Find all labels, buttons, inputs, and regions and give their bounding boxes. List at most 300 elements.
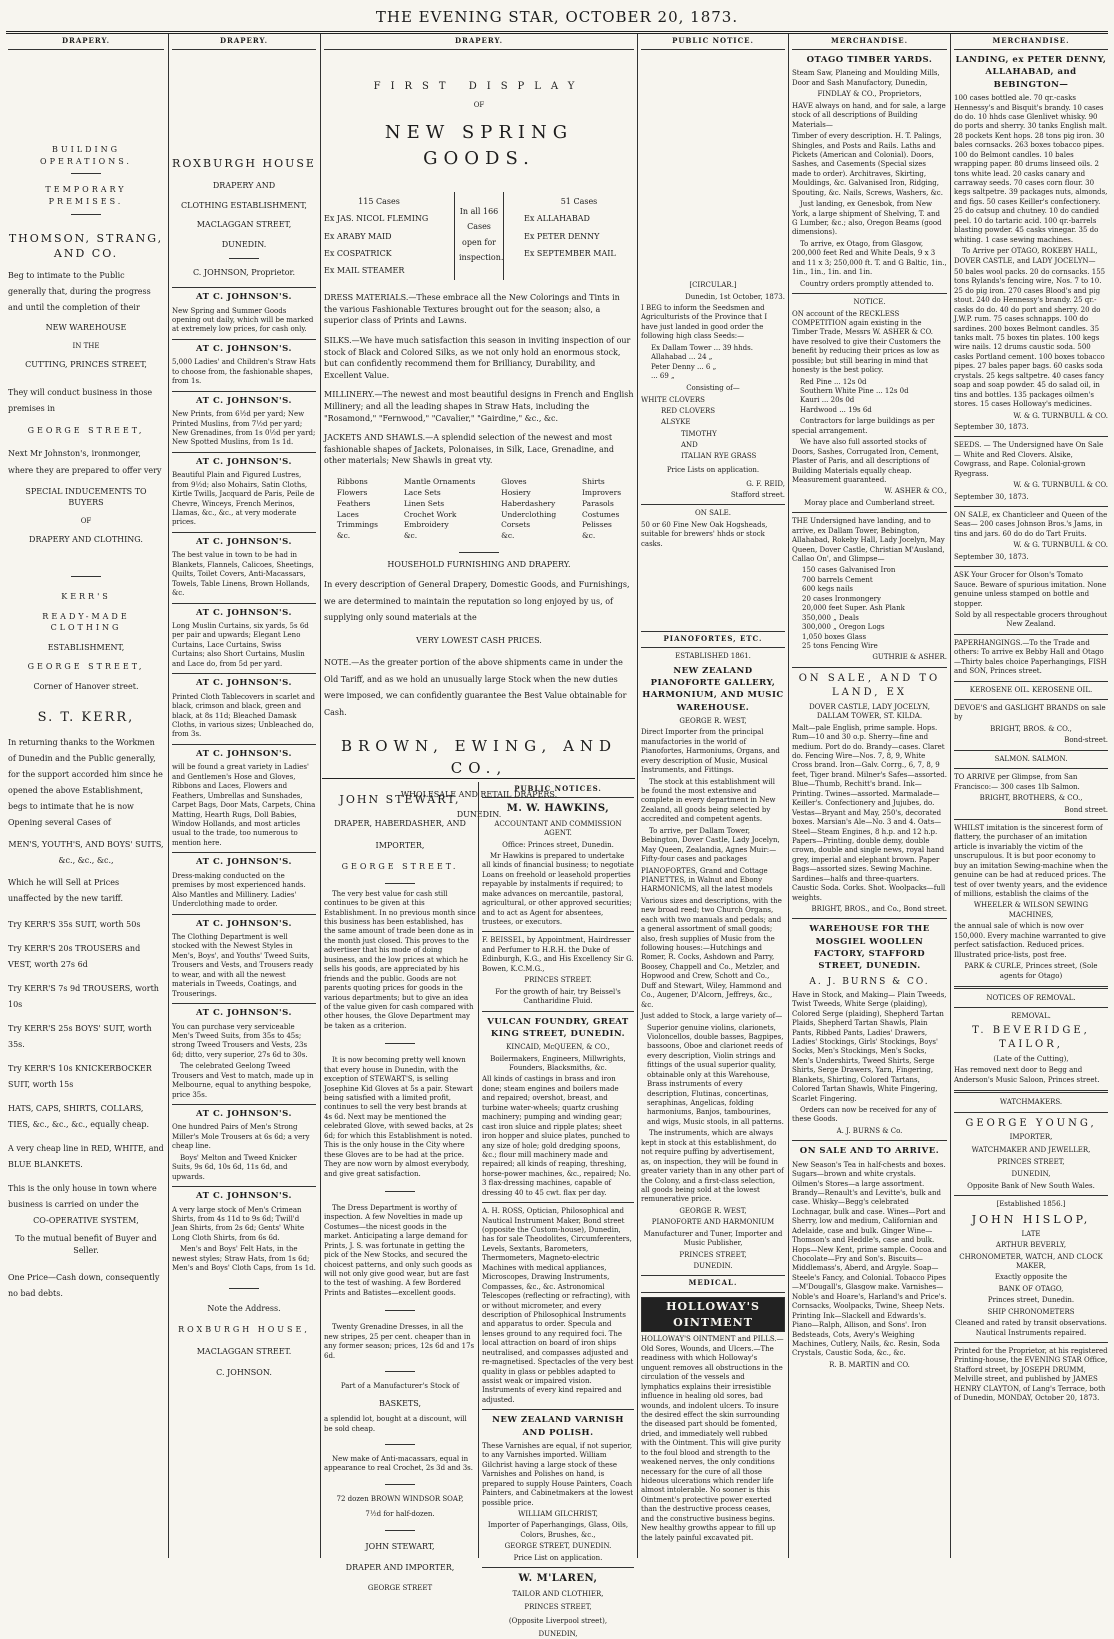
ad-text: KINCAID, McQUEEN, & CO., xyxy=(506,1043,610,1052)
ad-text: WHILST imitation is the sincerest form of flattery, the purchaser of an imitation article is invariably the victim of the unscrupulous. It is but poor economy to buy an imitation Sewing-machine when the genuine can be had at reduced prices. The test of over twenty years, and the evidence of millions, establish the claims of the xyxy=(954,823,1108,899)
ad-text: The best value in town to be had in Blankets, Flannels, Calicoes, Sheetings, Quilts, Toilet Covers, Anti-Macassars, Towels, Table Linens, Brown Hollands, &c. xyxy=(172,551,314,598)
ad-firm-name: JOHN HISLOP, xyxy=(971,1212,1091,1226)
ad-text: Contractors for large buildings as per special arrangement. xyxy=(792,417,935,435)
ad-text: A very large stock of Men's Crimean Shirts, from 4s 11d to 9s 6d; Twill'd Jean Shirts, from 2s 6d; Gents' White Long Cloth Shirts, from 6s 6d. xyxy=(172,1205,305,1242)
ad-text: PRINCES STREET, xyxy=(524,1603,592,1612)
ad-text: C. JOHNSON, Proprietor. xyxy=(192,268,296,278)
ad-text: Next Mr Johnston's, ironmonger, where they are prepared to offer very xyxy=(8,448,162,476)
column-head: MERCHANDISE. xyxy=(954,34,1108,50)
ad-text: Boys' Melton and Tweed Knicker Suits, 9s 6d, 10s 6d, 11s 6d, and upwards. xyxy=(172,1153,297,1181)
ad-heading: NEW ZEALAND PIANOFORTE GALLERY, HARMONIUM, AND MUSIC WAREHOUSE. xyxy=(642,665,784,713)
ad-heading: KERR'S xyxy=(61,592,111,602)
ad-text: JOHN STEWART, xyxy=(365,1541,435,1551)
goods-item: Flowers xyxy=(336,487,368,497)
ad-text: ON account of the RECKLESS COMPETITION again existing in the Timber Trade, Messrs W. ASHER & CO. have resolved to give their Customers the benefit by reducing their prices as low as possible; but still bearing in mind that honesty is the best policy. xyxy=(792,309,941,375)
column-rule xyxy=(168,34,169,1558)
ad-text: W. & G. TURNBULL & CO. xyxy=(1013,411,1108,420)
ad-heading: REMOVAL. xyxy=(1011,1012,1051,1021)
ad-text: One Price—Cash down, consequently no bad debts. xyxy=(8,1273,160,1299)
ad-heading: NEW SPRING GOODS. xyxy=(384,122,574,170)
ad-text: NOTE.—As the greater portion of the above shipments came in under the Old Tariff, and as we hold an unusually large Stock when the new duties were imposed, we can confidently guarantee the Best Value obtainable for Cash. xyxy=(324,657,627,718)
ad-text: September 30, 1873. xyxy=(954,422,1029,431)
goods-item: Mantle Ornaments xyxy=(403,476,476,486)
column-head: PUBLIC NOTICE. xyxy=(641,34,785,50)
shipment-list xyxy=(641,344,785,382)
ad-text: Sold by all respectable grocers throughout New Zealand. xyxy=(954,610,1108,629)
ad-heading: OTAGO TIMBER YARDS. xyxy=(806,55,933,66)
ad-heading: AT C. JOHNSON'S. xyxy=(196,1008,292,1019)
ad-heading: ON SALE. xyxy=(695,509,731,518)
ad-text: To Arrive per OTAGO, ROKEBY HALL, DOVER CASTLE, and LADY JOCELYN— xyxy=(954,247,1098,265)
ad-text: This is the only house in town where business is carried on under the xyxy=(8,1184,157,1210)
goods-item: Pelisses xyxy=(581,520,612,530)
shipment-item: Peter Denny ... 6 „ xyxy=(651,362,717,371)
ad-text: ESTABLISHED 1861. xyxy=(675,652,751,661)
ad-text: The Dress Department is worthy of inspection. A few Novelties in made up Costumes—the nicest goods in the market. Anticipating a large demand for Prints, J. S. was fortunate in getting the pick of the New Stocks, and secured the choicest patterns, and only such goods as will not only give good wear, but are fast to the test of washing. A few Bordered Prints and Batistes—excellent goods. xyxy=(324,1203,473,1297)
ad-text: DRAPER AND IMPORTER, xyxy=(345,1563,455,1573)
ad-heading: ROXBURGH HOUSE xyxy=(172,157,316,171)
column-merchandise-2 xyxy=(954,34,1108,1558)
goods-item: Improvers xyxy=(581,487,622,497)
ad-text: Price List on application. xyxy=(513,1553,603,1562)
shipment-item: ... 69 „ xyxy=(651,372,675,381)
ad-text: DUNEDIN. xyxy=(221,239,267,249)
ad-text: ASK Your Grocer for Olson's Tomato Sauce. Beware of spurious imitation. None genuine unless stamped on bottle and stopper. xyxy=(954,571,1107,608)
ad-text: BRIGHT, BROS., and Co., Bond street. xyxy=(811,905,947,914)
ad-text: Try KERR'S 7s 9d TROUSERS, worth 10s xyxy=(8,984,159,1010)
ad-text: Boilermakers, Engineers, Millwrights, Founders, Blacksmiths, &c. xyxy=(490,1054,626,1073)
ad-text: ACCOUNTANT AND COMMISSION AGENT. xyxy=(494,819,622,838)
ad-text: W. ASHER & CO., xyxy=(884,487,947,496)
ad-text: GEORGE STREET, xyxy=(27,426,145,436)
ad-text: ESTABLISHMENT, xyxy=(47,642,125,652)
ad-heading: ON SALE, AND TO LAND, EX xyxy=(798,672,941,699)
ad-text: Ex ALLAHABAD xyxy=(524,214,590,224)
ad-heading: NEW ZEALAND VARNISH AND POLISH. xyxy=(492,1415,624,1438)
ad-text: (Opposite Liverpool street), xyxy=(508,1616,608,1625)
ad-text: DUNEDIN. xyxy=(693,1262,733,1271)
ad-text: LATE xyxy=(1021,1229,1041,1238)
ad-text: Try KERR'S 25s BOYS' SUIT, worth 35s. xyxy=(8,1024,152,1050)
ad-text: PRINCES STREET, xyxy=(679,1250,747,1259)
ad-text: 72 dozen BROWN WINDSOR SOAP, xyxy=(336,1494,464,1503)
ad-text: GEORGE STREET, xyxy=(27,662,145,672)
ad-text: A. J. BURNS & Co. xyxy=(836,1126,903,1135)
goods-item: &c. xyxy=(501,531,515,541)
ad-text: MACLAGGAN STREET. xyxy=(196,1346,292,1356)
price-item: Southern White Pine ... 12s 0d xyxy=(800,387,909,396)
ad-text: PARK & CURLE, Princes street, (Sole agents for Otago) xyxy=(964,962,1098,980)
ad-text: The very best value for cash still continues to be given at this Establishment. In no previous month since this business has been established, has the same amount of trade been done as in the month just closed. This proves to the advertiser that his mode of doing business, and the low prices at which he sells his goods, are appreciated by his friends and the public. Goods are not parents quoting prices for goods in the various departments; but to give an idea of the value given for cash compared with other houses, the Glove Department may be taken as a criterion. xyxy=(324,889,476,1030)
ad-text: The instruments, which are always kept in stock at this establishment, do not require puffing by advertisement, as, on inspection, they will be found in greater variety than in any other part of the Colony, and a first-class selection, all goods being sold at the lowest remunerative price. xyxy=(641,1129,784,1204)
ad-text: Try KERR'S 35s SUIT, worth 50s xyxy=(8,920,141,930)
ad-text: CUTTING, PRINCES STREET, xyxy=(25,360,147,370)
goods-item: Embroidery xyxy=(403,520,449,530)
ad-text: F. BEISSEL, by Appointment, Hairdresser and Perfumer to H.R.H. the Duke of Edinburgh, K.G., and His Excellency Sir G. Bowen, K.C.M.G., xyxy=(482,936,634,973)
ad-text: PRINCES STREET, xyxy=(997,1157,1065,1166)
ad-text: IMPORTER, xyxy=(375,840,425,850)
ad-text: Cleaned and rated by transit observations. Nautical Instruments repaired. xyxy=(955,1319,1107,1337)
landing-item: 20 cases Ironmongery xyxy=(802,594,881,603)
ad-text: One hundred Pairs of Men's Strong Miller's Mole Trousers at 6s 6d; a very cheap line. xyxy=(172,1123,310,1151)
column-rule xyxy=(478,782,479,1558)
goods-item: Shirts xyxy=(581,476,605,486)
section-head: MEDICAL. xyxy=(641,1275,785,1292)
ad-text: 50 or 60 Fine New Oak Hogsheads, suitable for brewers' hhds or stock casks. xyxy=(641,520,768,548)
ad-text: WILLIAM GILCHRIST, xyxy=(518,1510,598,1519)
ad-text: Ex COSPATRICK xyxy=(324,248,392,258)
price-item: Kauri ... 20s 0d xyxy=(800,396,855,405)
goods-item: Crochet Work xyxy=(403,509,457,519)
ad-text: GEORGE STREET xyxy=(367,1583,433,1592)
ad-text: 51 Cases xyxy=(560,197,598,207)
column-rule xyxy=(788,34,789,1558)
ad-text: Part of a Manufacturer's Stock of xyxy=(340,1382,460,1391)
ad-heading: ON SALE AND TO ARRIVE. xyxy=(799,1146,940,1157)
goods-item: Haberdashery xyxy=(501,498,556,508)
ad-text: Superior genuine violins, clarionets, Violoncellos, double basses, Bagpipes, bassoons, Oboe and clarionet reeds of every description, Violin strings and fittings of the usual superior quality, obtainable only at this Warehouse, Brass instruments of every description, Flutinas, concertinas, seraphinas, Angelicas, folding harmoniums, Banjos, tambourines, and wigs, Music stools, in all patterns. xyxy=(647,1023,784,1126)
ad-text: Has removed next door to Begg and Anderson's Music Saloon, Princes street. xyxy=(954,1066,1100,1084)
ad-text: All kinds of castings in brass and iron done; steam engines and boilers made and repaired; overshot, breast, and turbine water-wheels; quartz crushing machinery; pumping and winding gear; cast iron sluice and ripple plates; sheet iron hopper and sluice plates, punched to any size of hole; gold dredging spoons, &c.; flour mill machinery made and repaired; all kinds of reaping, threshing, horse-power machines, &c., repaired; No. 3 flax-dressing machines, capable of dressing 40 to 45 cwt. flax per day. xyxy=(482,1075,631,1197)
ad-text: the annual sale of which is now over 150,000. Every machine warranted to give perfect satisfaction. Reduced prices. Illustrated price-lists, post free. xyxy=(954,922,1106,959)
ad-text: GUTHRIE & ASHER. xyxy=(872,653,947,662)
ad-heading: SALMON. SALMON. xyxy=(994,754,1068,763)
ad-text: TO ARRIVE per Glimpse, from San Francisco:— 300 cases 1lb Salmon. xyxy=(954,773,1080,791)
ad-text: (Late of the Cutting), xyxy=(993,1054,1069,1063)
ad-text: CHRONOMETER, WATCH, AND CLOCK MAKER, xyxy=(959,1252,1103,1270)
ad-text: The celebrated Geelong Tweed Trousers and Vest to match, made up in Melbourne, equal to anything bespoke, price 35s. xyxy=(172,1062,314,1099)
column-rule xyxy=(320,34,321,1558)
ad-text: BRIGHT, BROS. & CO., xyxy=(990,724,1072,733)
masthead-rule xyxy=(6,31,1108,32)
ad-text: New Season's Tea in half-chests and boxes. Sugars—brown and white crystals. Oilmen's Stores—a large assortment. Brandy—Renault's and Levitte's, bulk and case. Whisky—Begg's celebrated Lochnagar, bulk and case. Wines—Port and Sherry, low and medium, Californian and Adelaide, case and bulk. Ginger Wine—Thomson's and Heddle's, case and bulk. Hops—New Kent, prime sample. Cocoa and Chocolate—Fry and Son's. Biscuits—Middlemass's, Aberd, and Argyle. Soap—Steele's Fancy, and Colonial. Tobacco Pipes—M'Dougall's, Glasgow make. Varnishes—Noble's and Hoare's, Harland's and Price's. Cornsacks, Woolpacks, Twine, Sheep Nets. Printing Ink—Slackell and Edwards's. Piano—Ralph, Allison, and Sons'. Iron Bedsteads, Cots, Avery's Weighing Machines, Cutlery, Nails, &c. Resin, Soda Crystals, Caustic Soda, &c., &c. xyxy=(792,1160,947,1358)
ad-heading: AT C. JOHNSON'S. xyxy=(196,748,292,759)
ad-firm-name: T. BEVERIDGE, TAILOR, xyxy=(972,1024,1090,1051)
holloways-banner: HOLLOWAY'S OINTMENT xyxy=(641,1297,785,1333)
column-head: DRAPERY. xyxy=(324,34,634,50)
goods-item: Gloves xyxy=(501,476,527,486)
seed-list xyxy=(641,395,785,462)
landing-list xyxy=(792,566,947,651)
ad-text: GEORGE STREET, DUNEDIN. xyxy=(504,1542,612,1551)
ad-text: For the growth of hair, try Beissel's Cantharidine Fluid. xyxy=(495,987,621,1006)
ad-text: Steam Saw, Planeing and Moulding Mills, Door and Sash Manufactory, Dunedin, xyxy=(792,69,940,87)
ad-text: Note the Address. xyxy=(207,1303,281,1313)
ad-text: BRIGHT, BROTHERS, & CO., xyxy=(979,794,1083,803)
ad-text: New Prints, from 6½d per yard; New Printed Muslins, from 7½d per yard; New Grenadines, from 1s 0½d per yard; New Spotted Muslins, from 1s 1d. xyxy=(172,410,316,447)
price-item: Red Pine ... 12s 0d xyxy=(800,377,867,386)
ad-heading: HOUSEHOLD FURNISHING AND DRAPERY. xyxy=(387,560,571,570)
column-rule xyxy=(637,34,638,1558)
ad-text: September 30, 1873. xyxy=(954,492,1029,501)
ad-text: Dress-making conducted on the premises by most experienced hands. Also Mantles and Millinery. Ladies' Underclothing made to order. xyxy=(172,871,306,909)
goods-item: &c. xyxy=(403,531,418,541)
goods-item: Parasols xyxy=(581,498,614,508)
ad-text: Twenty Grenadine Dresses, in all the new stripes, 25 per cent. cheaper than in any former season; prices, 12s 6d and 17s 6d. xyxy=(324,1323,475,1360)
goods-item: Lace Sets xyxy=(403,487,441,497)
ad-text: MILLINERY.—The newest and most beautiful designs in French and English Millinery; and all the leading shapes in Straw Hats, including the "Rosamond," "Fernwood," "Cavalier," "Gairdine," &c., &c. xyxy=(324,390,634,423)
landing-item: 25 tons Fencing Wire xyxy=(802,641,878,650)
ad-text: C. JOHNSON. xyxy=(216,1368,272,1378)
ad-text: SILKS.—We have much satisfaction this season in inviting inspection of our stock of Black and Colored Silks, as we not only hold an enormous stock, but can confidently recommend them for Brilliancy, Durability, and Excellent Value. xyxy=(324,335,631,380)
ad-text: In every description of General Drapery, Domestic Goods, and Furnishings, we are determined to maintain the reputation so long enjoyed by us, of supplying only sound materials at the xyxy=(324,579,630,623)
ad-heading: BUILDING OPERATIONS. xyxy=(40,145,132,166)
ad-text: DUNEDIN. xyxy=(456,810,502,820)
ad-text: Ex MAIL STEAMER xyxy=(324,266,405,276)
ad-text: R. B. MARTIN and CO. xyxy=(829,1360,910,1369)
goods-column xyxy=(582,477,621,542)
ad-text: Ex ARABY MAID xyxy=(324,231,392,241)
ad-text: DUNEDIN, xyxy=(538,1630,578,1639)
ad-firm-name: A. J. BURNS & CO. xyxy=(809,976,930,987)
ad-heading: READY-MADE CLOTHING xyxy=(42,611,130,633)
ad-text: G. F. REID, xyxy=(746,479,785,488)
ad-text: MEN'S, YOUTH'S, AND BOYS' SUITS, &c., &c., &c., xyxy=(8,840,164,866)
ad-text: 115 Cases xyxy=(358,197,400,207)
ad-text: To the mutual benefit of Buyer and Seller. xyxy=(15,1234,157,1255)
seed-item: RED CLOVERS xyxy=(661,407,716,416)
ad-text: New Spring and Summer Goods opening out daily, which will be marked at extremely low prices, for cash only. xyxy=(172,306,314,334)
ad-text: GEORGE R. WEST, xyxy=(679,716,747,725)
masthead: THE EVENING STAR, OCTOBER 20, 1873. xyxy=(375,8,739,26)
ad-firm-name: THOMSON, STRANG, AND CO. xyxy=(8,231,164,261)
ad-text: CO-OPERATIVE SYSTEM, xyxy=(33,1216,139,1226)
column-stewart xyxy=(324,782,476,1592)
ad-text: VERY LOWEST CASH PRICES. xyxy=(416,636,542,646)
seed-item: AND xyxy=(681,440,698,449)
ad-text: 5,000 Ladies' and Children's Straw Hats to choose from, the fashionable shapes, from 1s. xyxy=(172,358,316,386)
goods-column xyxy=(404,477,476,542)
ad-heading: AT C. JOHNSON'S. xyxy=(196,857,292,868)
ad-text: HOLLOWAY'S OINTMENT and PILLS.—Old Sores, Wounds, and Ulcers.—The readiness with which Holloway's unguent removes all obstructions in the circulation of the vessels and lymphatics explains their irresistible influence in healing old sores, bad wounds, and indolent ulcers. To insure the desired effect the skin surrounding the diseased part should be fomented, dried, and immediately well rubbed with the Ointment. This will give purity to the foul blood and strength to the weakened nerves, the only conditions necessary for the cure of all those hideous ulcerations which render life almost intolerable. No sooner is this Ointment's protective power exerted than the destructive process ceases, and the constructive business begins. New healthy growths appear to fill up the lately painful excavated pit. xyxy=(641,1335,784,1542)
ad-text: a splendid lot, bought at a discount, will be sold cheap. xyxy=(324,1415,467,1433)
ad-text: Exactly opposite the xyxy=(994,1273,1068,1282)
ad-text: New make of Anti-macassars, equal in appearance to real Crochet, 2s 3d and 3s. xyxy=(324,1455,473,1473)
goods-item: Trimmings xyxy=(336,520,378,530)
ad-text: Which he will Sell at Prices unaffected by the new tariff. xyxy=(8,878,123,904)
ad-text: DRAPER, HABERDASHER, AND xyxy=(334,818,466,828)
ad-text: To arrive, per Dallam Tower, Bebington, Dover Castle, Lady Jocelyn, May Queen, Zealandia, Agnes Muir:—Fifty-four cases and packages xyxy=(641,826,780,864)
ad-text: Stafford street. xyxy=(730,490,785,499)
ad-text: PIANOFORTE AND HARMONIUM xyxy=(651,1218,775,1227)
ad-text: TAILOR AND CLOTHIER, xyxy=(512,1589,604,1598)
ad-text: GEORGE R. WEST, xyxy=(679,1206,747,1215)
ad-text: CLOTHING ESTABLISHMENT, xyxy=(181,200,307,210)
ad-text: Try KERR'S 20s TROUSERS and VEST, worth 27s 6d xyxy=(8,944,141,970)
ad-text: SHIP CHRONOMETERS xyxy=(987,1307,1075,1316)
goods-item: Linen Sets xyxy=(403,498,445,508)
ad-text: Importer of Paperhangings, Glass, Oils, Colors, Brushes, &c., xyxy=(487,1521,629,1539)
ad-text: Timber of every description. H. T. Palings, Shingles, and Posts and Rails. Laths and Pickets (American and Colonial). Doors, Sashes, and Casements (Special sizes made to order). Architraves, Skirting, Mouldings, &c. Galvanised Iron, Ridging, Spouting, &c. Nails, Screws, Washers, &c. xyxy=(792,132,943,197)
ad-text: Printed Cloth Tablecovers in scarlet and black, crimson and black, green and black, at 8s 11d; Bleached Damask Cloths, in various sizes; Unbleached do, from 3s. xyxy=(172,692,315,739)
column-head: PUBLIC NOTICES. xyxy=(482,782,634,798)
ad-heading: NOTICES OF REMOVAL. xyxy=(986,993,1076,1002)
ad-text: Ex JAS. NICOL FLEMING xyxy=(324,214,429,224)
ad-text: ON SALE, ex Chanticleer and Queen of the Seas— 200 cases Johnson Bros.'s Jams, in tins and jars. 60 do do do Tart Fruits. xyxy=(954,511,1108,538)
ad-heading: WAREHOUSE FOR THE MOSGIEL WOOLLEN FACTORY, STAFFORD STREET, DUNEDIN. xyxy=(809,924,930,972)
goods-item: Underclothing xyxy=(501,509,557,519)
ad-text: Consisting of— xyxy=(686,383,740,392)
ad-text: WATCHMAKER AND JEWELLER, xyxy=(971,1145,1091,1154)
ad-text: Malt—pale English, prime sample. Hops. Rum—10 and 30 o.p. Sherry—fine and medium. Port do do. Brandy—cases. Claret do. Fencing Wire—Nos. 7, 8, 9, White Cross brand. Iron—Galv. Corrg., 6, 7, 8, 9 feet, Tiger brand. Milner's Safes—assorted. Blue—Thumb, Rechitt's brand. Ink—Printing. Twines—assorted. Marmalade—Keiller's. Confectionery and Jujubes, do. Vestas—Bryant and May, 250's, decorated boxes. Marsian's Ale—No. 3 and 4. Oats—Steel—Steam Engines, 8 h.p. and 12 h.p. Papers—Printing, double demy, double crown, double and single news, royal hand grey, imperial and elephant brown. Paper Bags—assorted sizes. Sewing Machine. Sardines—halfs and three-quarters. Caustic Soda. Corks. Shot. Woolpacks—full weights. xyxy=(792,723,947,902)
ad-text: WHOLESALE AND RETAIL DRAPERS, xyxy=(400,790,558,800)
ad-text: Price Lists on application. xyxy=(666,466,760,475)
landing-item: 600 kegs nails xyxy=(802,585,854,594)
goods-column xyxy=(337,477,378,542)
ad-text: PAPERHANGINGS.—To the Trade and others: To arrive ex Bebby Hall and Otago—Thirty bales choice Paperhangings, FISH and SON, Princes street. xyxy=(954,638,1107,676)
ad-heading: TEMPORARY PREMISES. xyxy=(45,185,127,206)
column-merchandise-1 xyxy=(792,34,947,1558)
ad-heading: AT C. JOHNSON'S. xyxy=(196,292,292,303)
ad-text: will be found a great variety in Ladies' and Gentlemen's Hose and Gloves, Ribbons and Laces, Flowers and Feathers, Umbrellas and Sunshades, Carpet Bags, Door Mats, Carpets, China Matting, Hearth Rugs, Doll Babies, Window Hollands, and most articles usual to the trade, too numerous to mention here. xyxy=(172,763,316,847)
ad-firm-name: GEORGE YOUNG, xyxy=(965,1117,1097,1129)
landing-item: 350,000 „ Deals xyxy=(802,613,859,622)
ad-text: DRESS MATERIALS.—These embrace all the New Colorings and Tints in the various Fashionable Textures brought out for the season; also, a superior class of Prints and Lawns. xyxy=(324,293,620,326)
ad-text: Mr Hawkins is prepared to undertake all kinds of financial business; to negotiate Loans on freehold or leasehold properties repayable by instalments if required; to make advances on mercantile, pastoral, agricultural, or other approved securities; and to act as Agent for absentees, trustees, or executors. xyxy=(482,851,634,927)
ad-text: The Clothing Department is well stocked with the Newest Styles in Men's, Boys', and Youths' Tweed Suits, Trousers and Vests, and Trousers ready to wear, and with all the newest materials in Tweeds, Coatings, and Trouserings. xyxy=(172,932,314,998)
ad-heading: AT C. JOHNSON'S. xyxy=(196,395,292,406)
ad-heading: AT C. JOHNSON'S. xyxy=(196,1191,292,1202)
ad-text: DEVOE'S and GASLIGHT BRANDS on sale by xyxy=(954,704,1106,722)
ad-text: 50 bales wool packs. 20 do cornsacks. 155 tons Rylands's fencing wire, Nos. 7 to 10. 25 do pig iron. 270 cases Blood's and pig stout. 240 do Hennessy's brandy. 25 qr.-casks do do. 40 do port and sherry. 20 do J.W.P. rum. 75 cases schnapps. 100 do sardines. 200 boxes Belmont candles. 35 tanks malt. 75 boxes tin plates. 100 kegs wire nails. 12 drums caustic soda. 500 casks Portland cement. 100 boxes tobacco pipes. 27 bales paper bags. 60 casks soda crystals. 25 kegs saltpetre. 40 cases fancy soap and soap powder. 45 do salad oil, in tins and bottles. 135 packages oilmen's stores. 15 cases Holloway's medicines. xyxy=(954,267,1106,409)
ad-text: Dunedin, 1st October, 1873. xyxy=(685,292,785,301)
ad-heading: AT C. JOHNSON'S. xyxy=(196,343,292,354)
goods-item: Corsets xyxy=(501,520,531,530)
ad-text: HATS, CAPS, SHIRTS, COLLARS, TIES, &c., &c., &c., equally cheap. xyxy=(8,1104,150,1130)
column-drapery-1 xyxy=(8,34,164,1558)
column-public-notice xyxy=(641,34,785,1558)
ad-heading: AT C. JOHNSON'S. xyxy=(196,456,292,467)
ad-text: Have in Stock, and Making— Plain Tweeds, Twist Tweeds, White Serge (plaiding), Colored Serge (plaiding), Shepherd Tartan Plaids, Shepherd Tartan Shawls, Plain Pants, Ribbed Pants, Ladies' Drawers, Ladies' Stockings, Girls' Stockings, Boys' Socks, Men's Stockings, Men's Socks, Men's Undershirts, Tweed Shirts, Serge Shirts, Serge Drawers, Yarn, Fingering, Blankets, Shirting, Colored Tartans, Colored Tartan Shawls, White Fingering, Scarlet Fingering. xyxy=(792,990,947,1103)
ad-text: Office: Princes street, Dunedin. xyxy=(502,840,614,849)
goods-item: &c. xyxy=(581,531,596,541)
ad-text: Just landing, ex Genesbok, from New York, a large shipment of Shelving, T. and G Lumber, &c.; also, Oregon Beams (good dimensions). xyxy=(792,200,942,237)
seed-item: WHITE CLOVERS xyxy=(641,395,705,404)
ad-text: WHEELER & WILSON SEWING MACHINES, xyxy=(973,901,1089,919)
ad-text: Moray place and Cumberland street. xyxy=(804,498,935,507)
landing-item: 1,050 boxes Glass xyxy=(802,632,867,641)
ad-text: These Varnishes are equal, if not superior, to any Varnishes imported. William Gilchrist having a large stock of these Varnishes and Polishes on hand, is prepared to supply House Painters, Coach Painters, and Cabinetmakers at the lowest possible price. xyxy=(482,1441,634,1507)
ad-text: In all 166 Cases open for inspection. xyxy=(459,207,504,262)
ad-text: Country orders promptly attended to. xyxy=(800,279,934,288)
ad-text: A very cheap line in RED, WHITE, and BLUE BLANKETS. xyxy=(8,1144,164,1170)
ad-text: Just added to Stock, a large variety of— xyxy=(641,1012,783,1021)
ad-firm-name: BROWN, EWING, AND CO., xyxy=(340,736,618,777)
ad-text: In returning thanks to the Workmen of Dunedin and the Public generally, for the support accorded him since he opened the above Establishment, begs to intimate that he is now Opening several Cases of xyxy=(8,738,163,828)
ad-heading: LANDING, ex PETER DENNY, ALLAHABAD, and BEBINGTON— xyxy=(955,55,1107,90)
ad-text: Opposite Bank of New South Wales. xyxy=(967,1181,1095,1190)
ad-text: Princes street, Dunedin. xyxy=(987,1296,1075,1305)
ad-text: Bond street. xyxy=(1064,805,1108,814)
ad-text: OF xyxy=(473,100,485,109)
ad-text: [Established 1856.] xyxy=(996,1200,1066,1209)
ad-text: Ex SEPTEMBER MAIL xyxy=(524,248,616,258)
price-item: Hardwood ... 19s 6d xyxy=(800,405,872,414)
ad-text: NEW WAREHOUSE xyxy=(45,323,127,333)
ad-text: HAVE always on hand, and for sale, a large stock of all descriptions of Building Materials— xyxy=(792,101,946,129)
goods-item: Ribbons xyxy=(336,476,368,486)
ad-text: They will conduct business in those premises in xyxy=(8,388,153,414)
ad-text: ROXBURGH HOUSE, xyxy=(178,1325,310,1335)
ad-text: IN THE xyxy=(72,341,100,350)
ad-text: Bond-street. xyxy=(1064,736,1108,745)
ad-firm-name: M. W. HAWKINS, xyxy=(506,803,610,815)
ad-text: Beg to intimate to the Public generally that, during the progress and until the completion of their xyxy=(8,271,151,313)
ad-text: DOVER CASTLE, LADY JOCELYN, DALLAM TOWER, ST. KILDA. xyxy=(809,702,930,721)
ad-text: FINDLAY & CO., Proprietors, xyxy=(817,90,922,99)
column-head: DRAPERY. xyxy=(172,34,316,50)
ad-text: Direct Importer from the principal manufactories in the world of Pianofortes, Harmoniums, Organs, and every description of Music, Musical Instruments, and Fittings. xyxy=(641,728,780,775)
ad-text: W. & G. TURNBULL & CO. xyxy=(1013,481,1108,490)
ad-heading: KEROSENE OIL. KEROSENE OIL. xyxy=(969,685,1093,694)
ad-text: The stock at this establishment will be found the most extensive and complete in every department in New Zealand, all goods being selected by accredited and competent agents. xyxy=(641,777,776,824)
shipment-item: Allahabad ... 24 „ xyxy=(651,353,713,362)
ad-text: Corner of Hanover street. xyxy=(33,681,139,691)
ad-heading: FIRST DISPLAY xyxy=(373,81,585,93)
ad-text: DUNEDIN, xyxy=(1011,1170,1051,1179)
ad-heading: AT C. JOHNSON'S. xyxy=(196,607,292,618)
goods-item: Laces xyxy=(336,509,359,519)
ad-text: ARTHUR BEVERLY, xyxy=(995,1241,1067,1250)
column-head: MERCHANDISE. xyxy=(792,34,947,50)
ad-text: Manufacturer and Tuner, Importer and Music Publisher, xyxy=(643,1229,783,1248)
ad-text: BASKETS, xyxy=(378,1398,422,1408)
goods-item: &c. xyxy=(336,531,351,541)
ad-text: I BEG to inform the Seedsmen and Agriculturists of the Province that I have just landed in good order the following high class Seeds:— xyxy=(641,304,768,341)
ad-text: Men's and Boys' Felt Hats, in the newest styles; Straw Hats, from 1s 6d; Men's and Boys' Cloth Caps, from 1s 1d. xyxy=(172,1245,316,1273)
ad-text: SEEDS. — The Undersigned have On Sale— White and Red Clovers. Alsike, Cowgrass, and Rape. Colonial-grown Ryegrass. xyxy=(954,441,1104,478)
ad-heading: AT C. JOHNSON'S. xyxy=(196,678,292,689)
ad-heading: AT C. JOHNSON'S. xyxy=(196,918,292,929)
goods-item: Costumes xyxy=(581,509,620,519)
ad-heading: AT C. JOHNSON'S. xyxy=(196,536,292,547)
price-list xyxy=(792,378,947,416)
ad-text: [CIRCULAR.] xyxy=(689,281,737,290)
seed-item: TIMOTHY xyxy=(681,429,717,438)
ad-text: September 30, 1873. xyxy=(954,552,1029,561)
ad-text: Orders can now be received for any of these Goods. xyxy=(792,1106,937,1124)
ad-heading: VULCAN FOUNDRY, GREAT KING STREET, DUNEDIN. xyxy=(487,1016,629,1039)
goods-list xyxy=(324,477,634,542)
ad-text: GEORGE STREET. xyxy=(341,862,459,872)
goods-column xyxy=(501,477,556,542)
ad-heading: AT C. JOHNSON'S. xyxy=(196,1109,292,1120)
column-rule xyxy=(950,34,951,1558)
seed-item: ITALIAN RYE GRASS xyxy=(681,451,757,460)
landing-item: 300,000 „ Oregon Logs xyxy=(802,623,885,632)
ad-text: Various sizes and descriptions, with the new broad reed; two Church Organs, each with two manuals and pedals; and a general assortment of small goods; also, fresh supplies of Music from the following houses:—Hutchings and Romer, R. Cocks, Ashdown and Parry, Boosey, Chappell and Co., Metzler, and Hopwood and Crew, Schott and Co., Duff and Stewart, Wiley, Hammond and Co., Augener, D'Alcorn, Jeffreys, &c., &c. xyxy=(641,896,782,1009)
ad-text: It is now becoming pretty well known that every house in Dunedin, with the exception of STEWART'S, is selling Josephine Kid Gloves at 5s a pair. Stewart being satisfied with a limited profit, continues to sell the very best brands at 4s 6d. Next may be mentioned the celebrated Glove, with sewed backs, at 2s 6d; for which this Establishment is noted. This is the only house in the City where these Gloves are to be had at the price. They are now worn by almost everybody, and give great satisfaction. xyxy=(324,1056,474,1178)
ad-text: We have also full assorted stocks of Doors, Sashes, Corrugated Iron, Cement, Plaster of Paris, and all descriptions of Building Materials equally cheap. Measurement guaranteed. xyxy=(792,438,939,484)
column-public-notices xyxy=(482,782,634,1639)
goods-item: Feathers xyxy=(336,498,371,508)
ad-text: 7½d for half-dozen. xyxy=(365,1510,435,1519)
ad-text: W. & G. TURNBULL & CO. xyxy=(1013,541,1108,550)
column-drapery-2 xyxy=(172,34,316,1558)
ad-firm-name: W. M'LAREN, xyxy=(518,1573,598,1585)
ad-text: DRAPERY AND CLOTHING. xyxy=(29,535,143,545)
shipment-item: Ex Dallam Tower ... 39 hhds. xyxy=(651,343,753,352)
imprint: Printed for the Proprietor, at his registered Printing-house, the EVENING STAR Office, Stafford street, by JOSEPH DRUMM, Melville street, and published by JAMES HENRY CLAYTON, of Lang's Terrace, both of Dunedin, MONDAY, October 20, 1873. xyxy=(954,1347,1108,1403)
ad-text: To arrive, ex Otago, from Glasgow, 200,000 feet Red and White Deals, 9 x 3 and 11 x 3; 250,000 ft. T. and G Baltic, 1in., 1in., 1in., 1in. and 1in. xyxy=(792,239,947,277)
ad-text: DRAPERY AND xyxy=(212,181,276,191)
seed-item: ALSYKE xyxy=(661,418,691,427)
ad-text: IMPORTER, xyxy=(1009,1133,1053,1142)
ad-text: Long Muslin Curtains, six yards, 5s 6d per pair and upwards; Elegant Leno Curtains, Lace Curtains, Swiss Curtains; also Short Curtains, Muslin and Lace do, from 5d per yard. xyxy=(172,622,309,668)
ad-text: SPECIAL INDUCEMENTS TO BUYERS xyxy=(25,486,147,508)
ad-text: JACKETS AND SHAWLS.—A splendid selection of the newest and most fashionable shapes of Jackets, Polonaises, in Silk, Lace, Grenadine, and other materials; New Shawls in great vty. xyxy=(324,433,615,466)
ad-text: Ex PETER DENNY xyxy=(524,231,600,241)
